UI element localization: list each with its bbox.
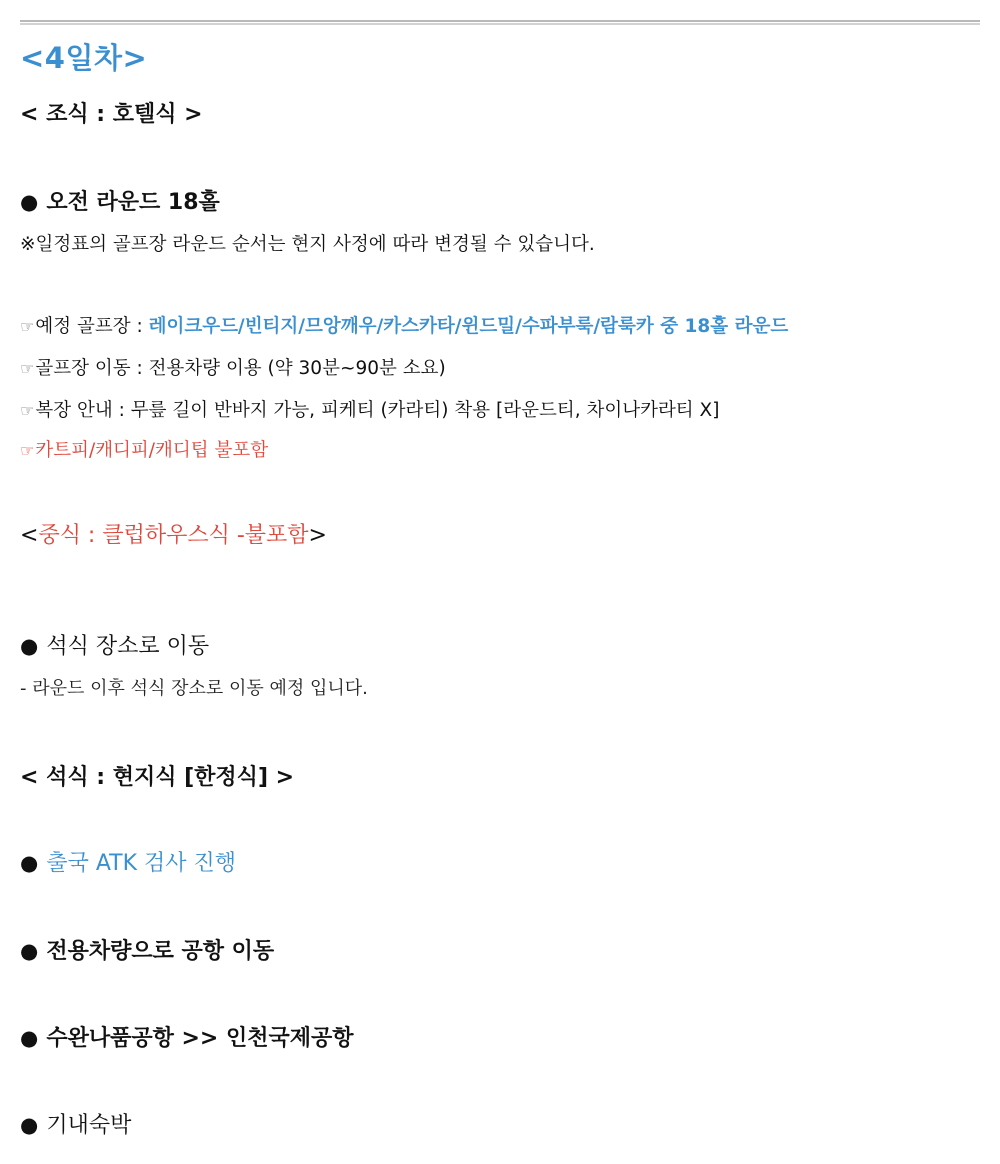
bullet-icon: ● bbox=[20, 1026, 39, 1050]
dinner-move-note: - 라운드 이후 석식 장소로 이동 예정 입니다. bbox=[20, 678, 368, 699]
bullet-icon: ● bbox=[20, 190, 39, 214]
dress-info bbox=[20, 402, 719, 421]
transfer-text: 골프장 이동 : 전용차량 이용 (약 30분~90분 소요) bbox=[35, 358, 446, 379]
schedule-note: ※일정표의 골프장 라운드 순서는 현지 사정에 따라 변경될 수 있습니다. bbox=[20, 234, 595, 255]
overnight bbox=[20, 1115, 131, 1137]
day-title: <4일차> bbox=[20, 41, 148, 75]
fees-text: 카트피/캐디피/캐디팁 불포함 bbox=[35, 440, 269, 461]
lunch-text: 중식 : 클럽하우스식 -불포함 bbox=[38, 523, 309, 548]
top-divider bbox=[20, 20, 980, 25]
pointing-hand-icon: ☞ bbox=[20, 359, 35, 378]
airport-transfer-label: 전용차량으로 공항 이동 bbox=[46, 939, 275, 964]
lunch-open-bracket: < bbox=[20, 523, 39, 548]
morning-round-heading bbox=[20, 192, 220, 214]
course-list: 레이크우드/빈티지/므앙깨우/카스카타/윈드밀/수파부룩/람룩카 중 18홀 라운드 bbox=[148, 316, 789, 337]
pointing-hand-icon: ☞ bbox=[20, 401, 35, 420]
dinner-move-heading bbox=[20, 636, 209, 658]
course-label: 예정 골프장 : bbox=[35, 316, 149, 337]
airport-transfer bbox=[20, 941, 274, 963]
dinner-move-label: 석식 장소로 이동 bbox=[46, 634, 210, 659]
pointing-hand-icon: ☞ bbox=[20, 317, 35, 336]
flight-route-label: 수완나품공항 >> 인천국제공항 bbox=[46, 1026, 354, 1051]
overnight-label: 기내숙박 bbox=[46, 1113, 132, 1138]
transfer-info bbox=[20, 360, 446, 379]
dinner-heading: < 석식 : 현지식 [한정식] > bbox=[20, 765, 295, 790]
lunch-close-bracket: > bbox=[308, 523, 327, 548]
lunch-heading bbox=[20, 525, 327, 547]
course-info bbox=[20, 318, 788, 337]
atk-test bbox=[20, 853, 236, 875]
bullet-icon: ● bbox=[20, 851, 39, 875]
flight-route bbox=[20, 1028, 354, 1050]
fees-info bbox=[20, 442, 268, 461]
atk-test-label: 출국 ATK 검사 진행 bbox=[46, 851, 237, 876]
breakfast-heading: < 조식 : 호텔식 > bbox=[20, 102, 203, 127]
morning-round-label: 오전 라운드 18홀 bbox=[46, 190, 220, 215]
bullet-icon: ● bbox=[20, 1113, 39, 1137]
pointing-hand-icon: ☞ bbox=[20, 441, 35, 460]
bullet-icon: ● bbox=[20, 939, 39, 963]
dress-text: 복장 안내 : 무릎 길이 반바지 가능, 피케티 (카라티) 착용 [라운드티, 차이나카라티 X] bbox=[35, 400, 720, 421]
bullet-icon: ● bbox=[20, 634, 39, 658]
